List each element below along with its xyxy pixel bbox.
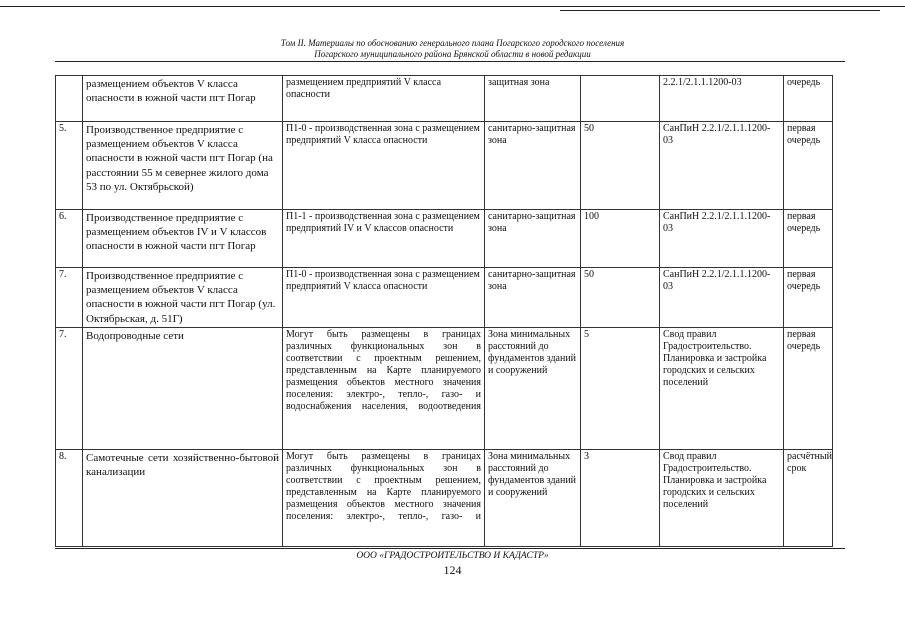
row-number: 7. bbox=[56, 268, 83, 328]
zone-type: санитарно-защитная зона bbox=[485, 268, 581, 328]
header-rule bbox=[55, 61, 845, 62]
normative-doc: СанПиН 2.2.1/2.1.1.1200-03 bbox=[660, 210, 784, 268]
footer-rule bbox=[55, 548, 845, 549]
zone-type: санитарно-защитная зона bbox=[485, 122, 581, 210]
functional-zone: Могут быть размещены в границах различных функциональных зон в соответствии с проектным решением, представленным на Карте планируемого размещения объектов местного значения поселения: электро-, тепло-, газо- и bbox=[283, 449, 485, 546]
row-number: 5. bbox=[56, 122, 83, 210]
stage: первая очередь bbox=[784, 327, 833, 449]
table-row bbox=[56, 268, 833, 328]
header-line-2: Погарского муниципального района Брянской области в новой редакции bbox=[314, 49, 591, 59]
stage: очередь bbox=[784, 76, 833, 122]
normative-doc: Свод правил Градостроительство. Планировка и застройка городских и сельских поселений bbox=[660, 449, 784, 546]
normative-doc: СанПиН 2.2.1/2.1.1.1200-03 bbox=[660, 122, 784, 210]
table-row bbox=[56, 122, 833, 210]
functional-zone: П1-0 - производственная зона с размещением предприятий V класса опасности bbox=[283, 122, 485, 210]
row-number: 7. bbox=[56, 327, 83, 449]
zone-size: 100 bbox=[581, 210, 660, 268]
zone-type: защитная зона bbox=[485, 76, 581, 122]
page-number: 124 bbox=[443, 563, 462, 577]
object-name: Производственное предприятие с размещением объектов V класса опасности в южной части пгт Погар (ул. Октябрьская, д. 51Г) bbox=[83, 268, 283, 328]
normative-doc: СанПиН 2.2.1/2.1.1.1200-03 bbox=[660, 268, 784, 328]
object-name: размещением объектов V класса опасности в южной части пгт Погар bbox=[83, 76, 283, 122]
scan-top-line-2 bbox=[560, 10, 880, 11]
table-row bbox=[56, 76, 833, 122]
footer-organization: ООО «ГРАДОСТРОИТЕЛЬСТВО И КАДАСТР» bbox=[356, 551, 549, 561]
row-number: 6. bbox=[56, 210, 83, 268]
header-line-1: Том II. Материалы по обоснованию генерального плана Погарского городского поселения bbox=[280, 38, 625, 48]
functional-zone: Могут быть размещены в границах различных функциональных зон в соответствии с проектным решением, представленным на Карте планируемого размещения объектов местного значения поселения: электро-, тепло-, газо- и водоснабжения населения, водоотведения bbox=[283, 327, 485, 449]
zone-size: 3 bbox=[581, 449, 660, 546]
stage: первая очередь bbox=[784, 122, 833, 210]
table-row bbox=[56, 449, 833, 546]
normative-doc: Свод правил Градостроительство. Планировка и застройка городских и сельских поселений bbox=[660, 327, 784, 449]
stage: первая очередь bbox=[784, 210, 833, 268]
zone-type: Зона минимальных расстояний до фундаментов зданий и сооружений bbox=[485, 449, 581, 546]
table-row bbox=[56, 327, 833, 449]
zone-size: 5 bbox=[581, 327, 660, 449]
object-name: Производственное предприятие с размещением объектов IV и V классов опасности в южной части пгт Погар bbox=[83, 210, 283, 268]
stage: первая очередь bbox=[784, 268, 833, 328]
zone-type: санитарно-защитная зона bbox=[485, 210, 581, 268]
zone-size bbox=[581, 76, 660, 122]
row-number bbox=[56, 76, 83, 122]
object-name: Производственное предприятие с размещением объектов V класса опасности в южной части пгт Погар (на расстоянии 55 м севернее жилого дома 53 по ул. Октябрьской) bbox=[83, 122, 283, 210]
zone-size: 50 bbox=[581, 268, 660, 328]
object-name: Водопроводные сети bbox=[83, 327, 283, 449]
functional-zone: П1-0 - производственная зона с размещением предприятий V класса опасности bbox=[283, 268, 485, 328]
stage: расчётный срок bbox=[784, 449, 833, 546]
zone-type: Зона минимальных расстояний до фундаментов зданий и сооружений bbox=[485, 327, 581, 449]
zone-size: 50 bbox=[581, 122, 660, 210]
object-name: Самотечные сети хозяйственно-бытовой канализации bbox=[83, 449, 283, 546]
zones-table bbox=[55, 75, 833, 547]
row-number: 8. bbox=[56, 449, 83, 546]
scan-top-line bbox=[0, 6, 905, 7]
normative-doc: 2.2.1/2.1.1.1200-03 bbox=[660, 76, 784, 122]
functional-zone: размещением предприятий V класса опасности bbox=[283, 76, 485, 122]
functional-zone: П1-1 - производственная зона с размещением предприятий IV и V классов опасности bbox=[283, 210, 485, 268]
table-row bbox=[56, 210, 833, 268]
